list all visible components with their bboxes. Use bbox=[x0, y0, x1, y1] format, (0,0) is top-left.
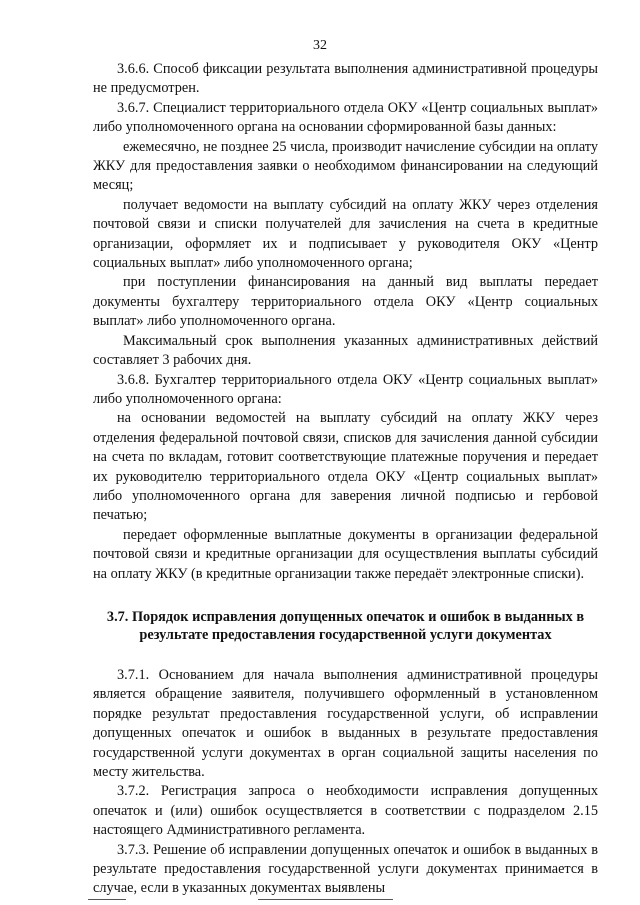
scan-artifact-line bbox=[258, 899, 393, 900]
section-title-3-7: 3.7. Порядок исправления допущенных опечаток и ошибок в выданных в результате предоставления государственной услуги документах bbox=[106, 608, 585, 643]
scan-artifact-line bbox=[88, 899, 126, 900]
paragraph-receives-statements: получает ведомости на выплату субсидий на оплату ЖКУ через отделения почтовой связи и списки получателей для зачисления на счета в кредитные организации, оформляет их и подписывает у руководителя ОКУ «Центр социальных выплат» либо уполномоченного органа; bbox=[93, 196, 598, 272]
paragraph-transfers-documents: передает оформленные выплатные документы в организации федеральной почтовой связи и кредитные организации для осуществления выплаты субсидий на оплату ЖКУ (в кредитные организации также передаёт электронные списки). bbox=[93, 526, 598, 582]
paragraph-3-6-7: 3.6.7. Специалист территориального отдела ОКУ «Центр социальных выплат» либо уполномоченного органа на основании сформированной базы данных: bbox=[93, 99, 598, 136]
paragraph-max-term: Максимальный срок выполнения указанных административных действий составляет 3 рабочих дня. bbox=[93, 332, 598, 369]
paragraph-3-7-2: 3.7.2. Регистрация запроса о необходимости исправления допущенных опечаток и (или) ошибок осуществляется в соответствии с подразделом 2.15 настоящего Административного регламента. bbox=[93, 783, 598, 839]
paragraph-3-6-6: 3.6.6. Способ фиксации результата выполнения административной процедуры не предусмотрен. bbox=[93, 61, 598, 97]
page-number: 32 bbox=[313, 38, 327, 53]
paragraph-basis-statements: на основании ведомостей на выплату субсидий на оплату ЖКУ через отделения федеральной почтовой связи, списков для зачисления данной субсидии на счета по вкладам, готовит соответствующие платежные поручения и передает их руководителю территориального отдела ОКУ «Центр социальных выплат» либо уполномоченного органа для заверения личной подписью и гербовой печатью; bbox=[93, 410, 598, 524]
page-content bbox=[93, 60, 598, 899]
paragraph-3-7-3: 3.7.3. Решение об исправлении допущенных опечаток и ошибок в выданных в результате предоставления государственной услуги документах принимается в случае, если в указанных документах выявлены bbox=[93, 841, 598, 897]
paragraph-3-7-1: 3.7.1. Основанием для начала выполнения административной процедуры является обращение заявителя, получившего оформленный в установленном порядке результат предоставления государственной услуги, об исправлении допущенных опечаток и ошибок в выданных в результате предоставления государственной услуги документах в орган социальной защиты населения по месту жительства. bbox=[93, 666, 598, 780]
paragraph-3-6-8: 3.6.8. Бухгалтер территориального отдела ОКУ «Центр социальных выплат» либо уполномоченного органа: bbox=[93, 371, 598, 407]
paragraph-funding-received: при поступлении финансирования на данный вид выплаты передает документы бухгалтеру территориального отдела ОКУ «Центр социальных выплат» либо уполномоченного органа. bbox=[93, 274, 598, 330]
paragraph-monthly-accrual: ежемесячно, не позднее 25 числа, производит начисление субсидии на оплату ЖКУ для предоставления заявки о необходимом финансировании на следующий месяц; bbox=[93, 138, 598, 194]
